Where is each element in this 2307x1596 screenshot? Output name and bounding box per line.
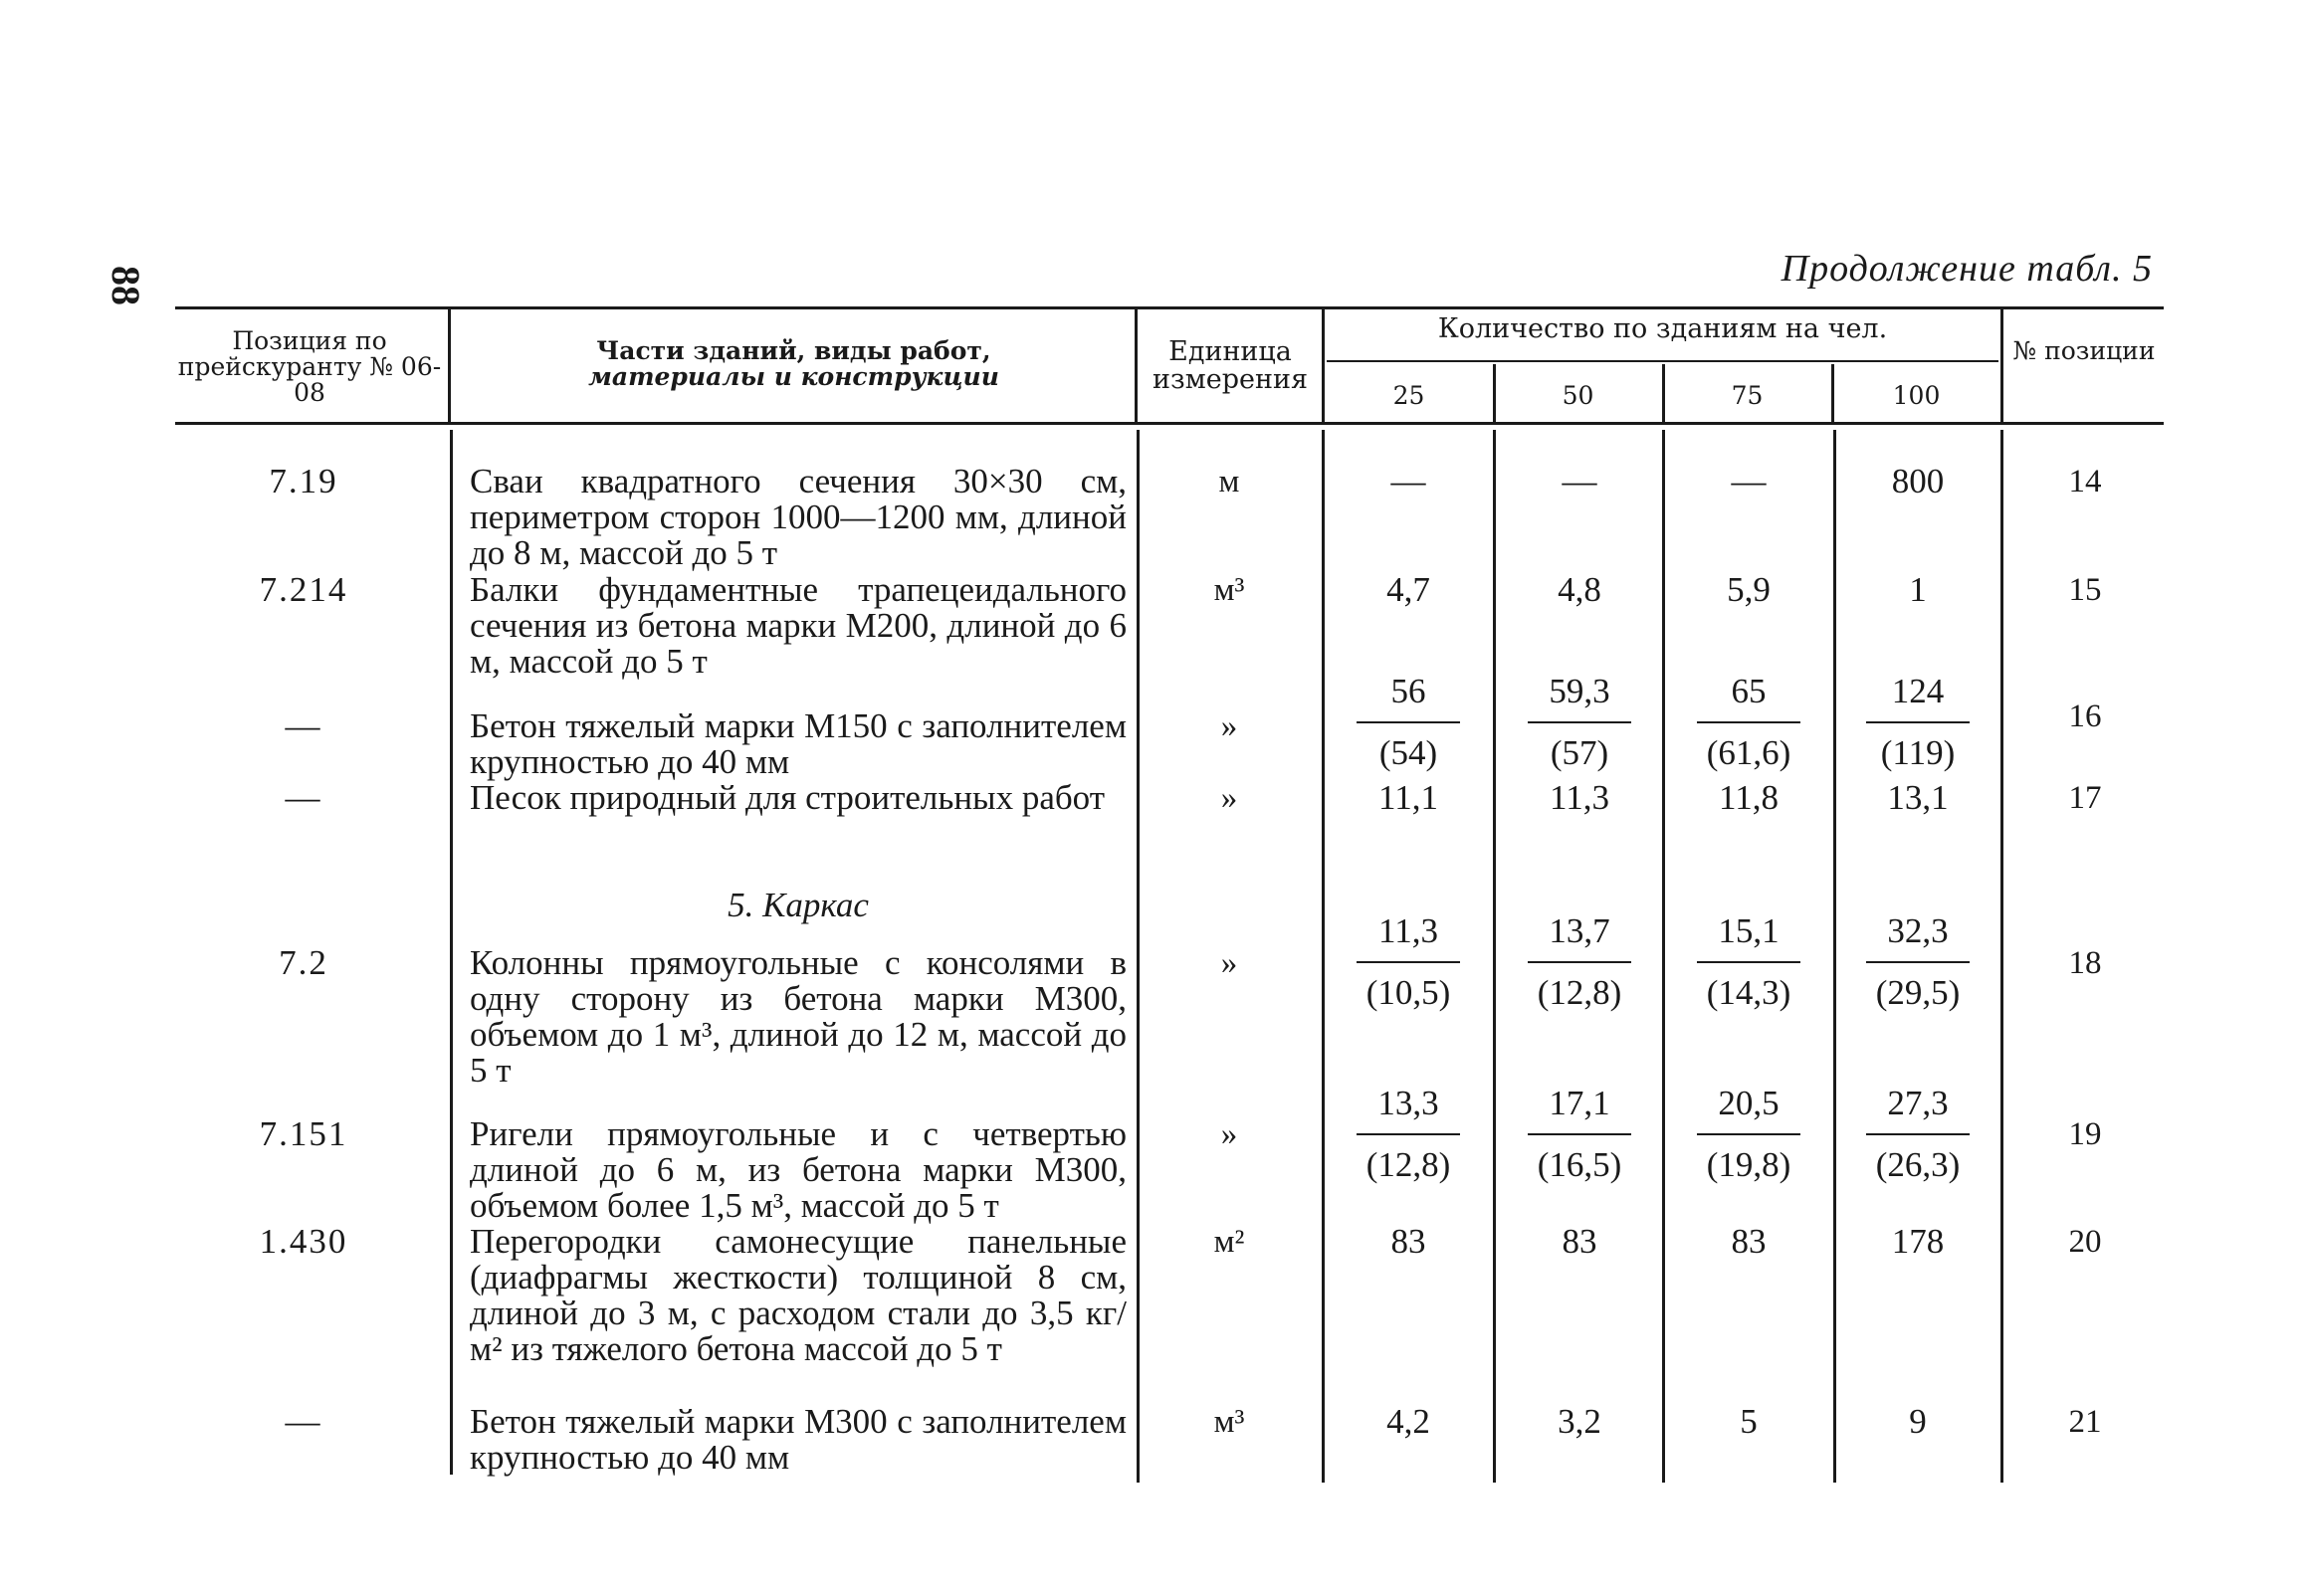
fraction-bar [1357, 961, 1460, 963]
row-value-100: 1 [1909, 570, 1927, 609]
row-description: Песок природный для строительных работ [470, 778, 1105, 817]
header-position [175, 328, 444, 406]
header-quantity [1327, 313, 1998, 344]
fraction-value-75 [1664, 1086, 1833, 1183]
row-value-75: 83 [1731, 1222, 1767, 1261]
row-unit: » [1220, 708, 1238, 744]
row-position: — [285, 706, 322, 745]
row-value-100: 800 [1891, 462, 1945, 500]
fraction-numerator: 32,3 [1887, 911, 1949, 950]
row-position: 7.151 [259, 1114, 348, 1153]
header-col-100: 100 [1892, 381, 1941, 410]
row-unit: » [1220, 780, 1238, 816]
fraction-denominator: (10,5) [1365, 973, 1451, 1012]
header-unit-label: Единица измерения [1153, 336, 1308, 395]
fraction-numerator: 13,7 [1549, 911, 1610, 950]
fraction-numerator: 56 [1390, 672, 1426, 710]
row-value-50: 83 [1562, 1222, 1597, 1261]
row-number: 14 [2068, 464, 2102, 499]
fraction-value-50 [1495, 1086, 1664, 1183]
row-unit: м [1218, 464, 1240, 499]
fraction-bar [1528, 961, 1631, 963]
row-position: 7.2 [279, 943, 328, 982]
fraction-bar [1357, 721, 1460, 723]
table-caption: Продолжение табл. 5 [1781, 248, 2153, 290]
row-number: 19 [2068, 1116, 2102, 1152]
fraction-value-100 [1833, 913, 2002, 1011]
fraction-denominator: (54) [1378, 733, 1438, 772]
header-parts-line2: материалы и конструкции [588, 362, 999, 391]
row-number: 17 [2068, 780, 2102, 816]
fraction-bar [1528, 1133, 1631, 1135]
fraction-value-75 [1664, 913, 1833, 1011]
row-unit: м² [1213, 1224, 1245, 1260]
fraction-denominator: (61,6) [1706, 733, 1791, 772]
row-value-100: 178 [1891, 1222, 1945, 1261]
fraction-denominator: (14,3) [1706, 973, 1791, 1012]
row-value-100: 9 [1909, 1402, 1927, 1441]
header-divider [1135, 308, 1138, 424]
row-description: Бетон тяжелый марки М300 с заполнителем крупностью до 40 мм [470, 1402, 1127, 1477]
fraction-bar [1697, 961, 1800, 963]
fraction-denominator: (26,3) [1875, 1145, 1961, 1184]
row-position: 7.19 [269, 462, 338, 500]
row-value-25: — [1390, 462, 1426, 500]
fraction-numerator: 124 [1891, 672, 1945, 710]
row-value-25: 83 [1390, 1222, 1426, 1261]
row-position: 7.214 [259, 570, 348, 609]
page-number: 88 [104, 266, 148, 305]
header-position-label: Позиция по прейскуранту № 06-08 [177, 326, 442, 407]
fraction-denominator: (19,8) [1706, 1145, 1791, 1184]
fraction-bar [1697, 1133, 1800, 1135]
header-unit [1141, 338, 1320, 394]
fraction-value-100 [1833, 1086, 2002, 1183]
header-top-rule [175, 306, 2164, 309]
row-position: 1.430 [259, 1222, 348, 1261]
fraction-value-25 [1324, 913, 1493, 1011]
row-value-50: — [1562, 462, 1597, 500]
row-number: 18 [2068, 945, 2102, 981]
row-value-50: 3,2 [1558, 1402, 1601, 1441]
row-value-25: 4,7 [1386, 570, 1430, 609]
row-description: Колонны прямоугольные с консолями в одну сторону из бетона марки М300, объемом до 1 м³, длиной до 12 м, массой до 5 т [470, 943, 1127, 1090]
row-value-75: 11,8 [1719, 778, 1779, 817]
row-value-100: 13,1 [1887, 778, 1949, 817]
fraction-denominator: (29,5) [1875, 973, 1961, 1012]
fraction-value-50 [1495, 913, 1664, 1011]
fraction-denominator: (119) [1880, 733, 1956, 772]
row-value-50: 4,8 [1558, 570, 1601, 609]
fraction-bar [1866, 721, 1970, 723]
row-value-75: — [1731, 462, 1767, 500]
fraction-value-75 [1664, 674, 1833, 771]
fraction-numerator: 17,1 [1549, 1084, 1610, 1122]
fraction-bar [1528, 721, 1631, 723]
fraction-bar [1866, 1133, 1970, 1135]
fraction-denominator: (12,8) [1537, 973, 1622, 1012]
row-description: Ригели прямоугольные и с четвертью длиной до 6 м, из бетона марки М300, объемом более 1,5 м³, массой до 5 т [470, 1114, 1127, 1225]
header-number [2004, 338, 2164, 364]
fraction-numerator: 27,3 [1887, 1084, 1949, 1122]
fraction-numerator: 20,5 [1718, 1084, 1780, 1122]
row-description: Перегородки самонесущие панельные (диафрагмы жесткости) толщиной 8 см, длиной до 3 м, с расходом стали до 3,5 кг/м² из тяжелого бетона массой до 5 т [470, 1222, 1127, 1368]
row-unit: м³ [1213, 1404, 1245, 1440]
row-position: — [285, 1402, 322, 1441]
header-quantity-label: Количество по зданиям на чел. [1437, 313, 1888, 344]
row-number: 20 [2068, 1224, 2102, 1260]
row-description: Бетон тяжелый марки М150 с заполнителем крупностью до 40 мм [470, 706, 1127, 781]
fraction-value-100 [1833, 674, 2002, 771]
row-unit: » [1220, 945, 1238, 981]
fraction-value-25 [1324, 1086, 1493, 1183]
section-title: 5. Каркас [728, 886, 869, 924]
fraction-numerator: 15,1 [1718, 911, 1780, 950]
fraction-numerator: 13,3 [1377, 1084, 1439, 1122]
row-description: Балки фундаментные трапецеидального сечения из бетона марки М200, длиной до 6 м, массой до 5 т [470, 570, 1127, 681]
header-bottom-rule [175, 422, 2164, 425]
fraction-value-25 [1324, 674, 1493, 771]
row-value-25: 4,2 [1386, 1402, 1430, 1441]
row-number: 15 [2068, 572, 2102, 608]
row-value-75: 5,9 [1727, 570, 1771, 609]
row-value-75: 5 [1740, 1402, 1758, 1441]
row-description: Сваи квадратного сечения 30×30 см, периметром сторон 1000—1200 мм, длиной до 8 м, массой до 5 т [470, 462, 1127, 572]
fraction-denominator: (16,5) [1537, 1145, 1622, 1184]
row-number: 21 [2068, 1404, 2102, 1440]
header-col-50: 50 [1562, 381, 1594, 410]
fraction-bar [1357, 1133, 1460, 1135]
row-value-50: 11,3 [1550, 778, 1609, 817]
header-divider [2000, 308, 2003, 424]
fraction-denominator: (12,8) [1365, 1145, 1451, 1184]
fraction-numerator: 59,3 [1549, 672, 1610, 710]
row-position: — [285, 778, 322, 817]
fraction-numerator: 65 [1731, 672, 1767, 710]
fraction-bar [1866, 961, 1970, 963]
quantity-subheader-rule [1327, 360, 1998, 362]
header-col-75: 75 [1731, 381, 1764, 410]
row-unit: м³ [1213, 572, 1245, 608]
row-unit: » [1220, 1116, 1238, 1152]
fraction-numerator: 11,3 [1378, 911, 1438, 950]
fraction-value-50 [1495, 674, 1664, 771]
header-col-25: 25 [1392, 381, 1425, 410]
fraction-denominator: (57) [1550, 733, 1609, 772]
body-divider [450, 430, 453, 1475]
header-number-label: № позиции [2012, 336, 2156, 365]
fraction-bar [1697, 721, 1800, 723]
header-parts [458, 338, 1130, 390]
body-divider [1137, 430, 1140, 1483]
header-divider [1322, 308, 1325, 424]
row-value-25: 11,1 [1378, 778, 1438, 817]
header-parts-line1: Части зданий, виды работ, [596, 336, 991, 365]
header-divider [448, 308, 451, 424]
row-number: 16 [2068, 698, 2102, 734]
